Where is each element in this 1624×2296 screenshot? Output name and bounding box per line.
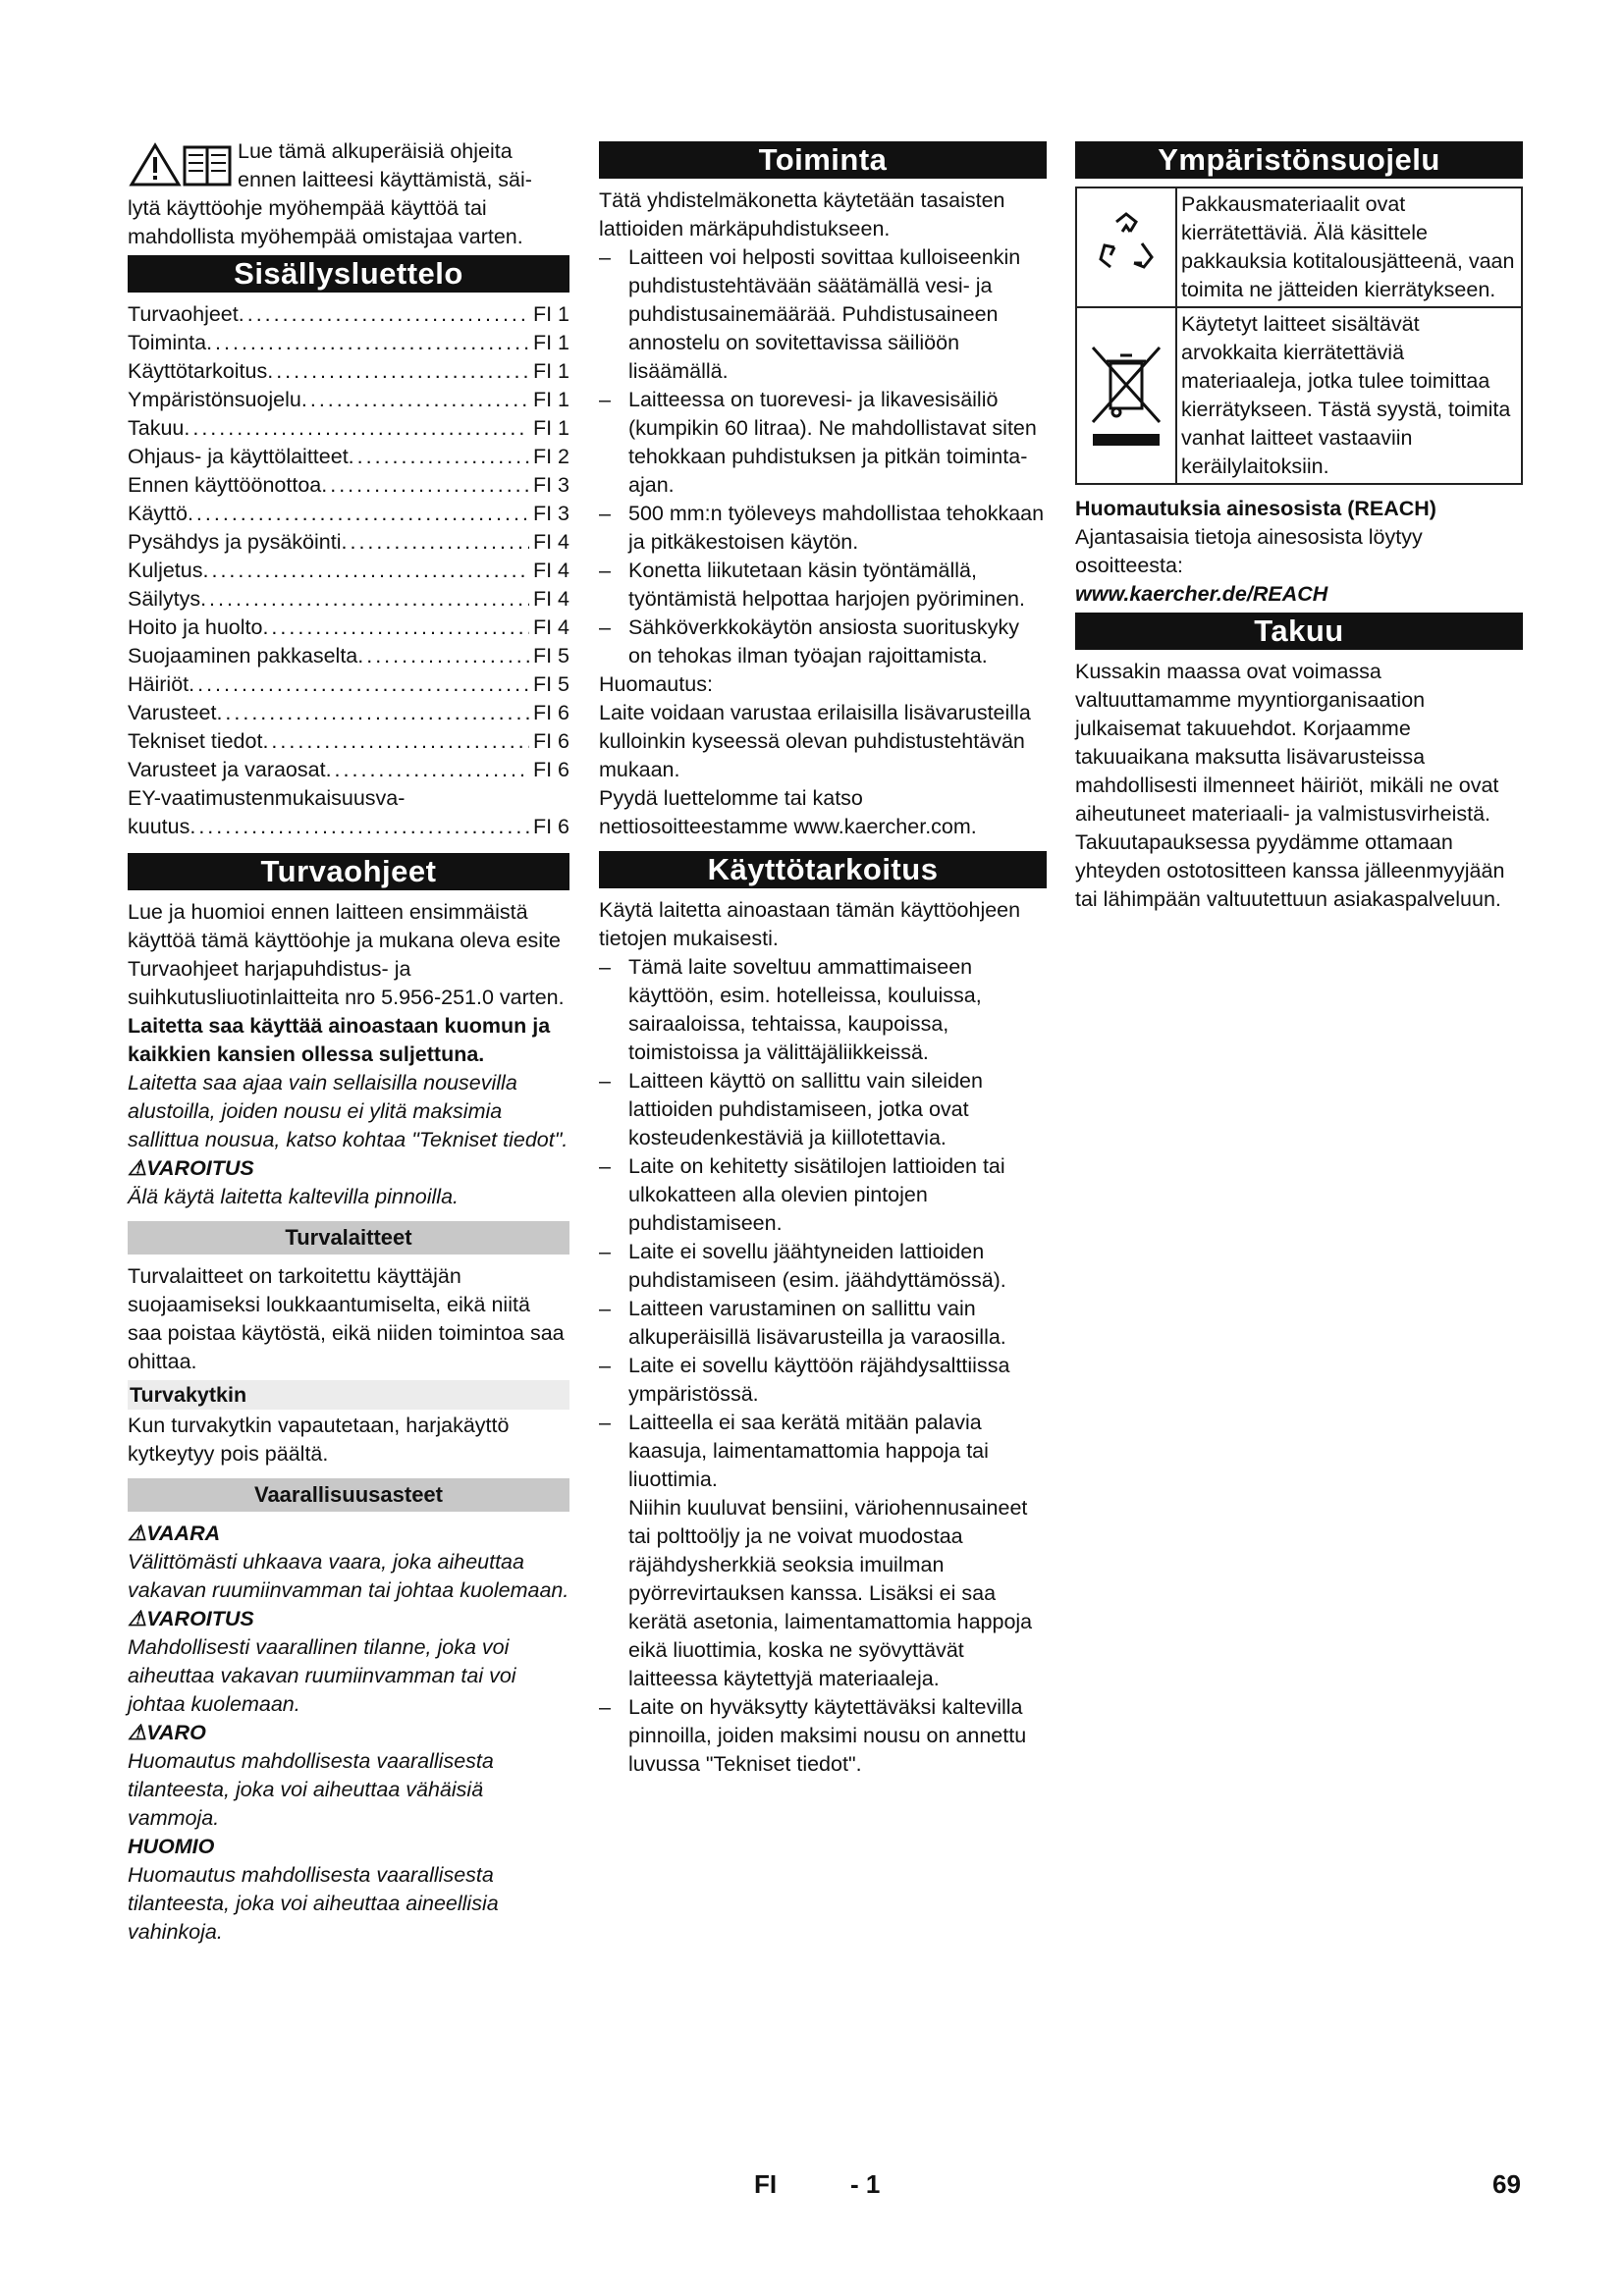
list-item: – Laite on kehitetty sisätilojen lattioiden tai ulkokatteen alla olevien pintojen puhdistamiseen. (599, 1152, 1047, 1238)
purpose-intro: Käytä laitetta ainoastaan tämän käyttöohjeen tietojen mukaisesti. (599, 898, 1021, 950)
toc-label: Ohjaus- ja käyttölaitteet (128, 445, 349, 468)
environment-packaging-text: Pakkausmateriaalit ovat kierrätettäviä. Älä käsittele pakkauksia kotitalousjätteenä, vaan toimita ne jätteiden kierrätykseen. (1181, 192, 1515, 301)
column-middle (599, 137, 1047, 1779)
toc-page: FI 5 (532, 672, 569, 696)
toc-label: Ennen käyttöönottoa (128, 473, 322, 497)
environment-row-weee (1077, 308, 1521, 483)
toc-row[interactable] (128, 699, 569, 727)
toc-label: Tekniset tiedot (128, 729, 263, 753)
toc-page: FI 2 (532, 445, 569, 468)
caution-label: ⚠VARO (128, 1721, 206, 1744)
toc-row[interactable] (128, 670, 569, 699)
list-item: – Laitteessa on tuorevesi- ja likavesisäiliö (kumpikin 60 litraa). Ne mahdollistavat siten tehokkaan puhdistuksen ja pitkän toiminta-ajan. (599, 386, 1047, 500)
list-item: – Laitteen varustaminen on sallittu vain alkuperäisillä lisävarusteilla ja varaosilla. (599, 1295, 1047, 1352)
intro-line1: Lue tämä alkuperäisiä ohjeita (238, 139, 513, 163)
safety-devices-text: Turvalaitteet on tarkoitettu käyttäjän suojaamiseksi loukkaantumiselta, eikä niitä saa poistaa käytöstä, eikä niiden toimintoa saa ohittaa. (128, 1264, 565, 1373)
toc-last-line1: EY-vaatimustenmukaisuusva- (128, 786, 406, 810)
warning-level-label: ⚠VAROITUS (128, 1607, 254, 1630)
footer-page-number: 69 (1492, 2169, 1521, 2199)
crossed-bin-icon (1087, 342, 1165, 450)
toc-row[interactable] (128, 471, 569, 500)
toc-heading: Sisällysluettelo (128, 255, 569, 293)
toc-page: FI 6 (532, 729, 569, 753)
footer-subpage: - 1 (850, 2169, 881, 2199)
list-item: – 500 mm:n työleveys mahdollistaa tehokkaan ja pitkäkestoisen käytön. (599, 500, 1047, 557)
toc-label: Käyttötarkoitus (128, 359, 268, 383)
function-contact: Pyydä luettelomme tai katso nettiosoitteestamme www.kaercher.com. (599, 786, 977, 838)
warranty-text: Kussakin maassa ovat voimassa valtuuttamamme myyntiorganisaation julkaisemat takuuehdot. Korjaamme takuuaikana maksutta lisävarusteissa mahdollisesti ilmenneet häiriöt, mikäli ne ovat aiheutuneet materiaali- ja valmistusvirheistä. Takuutapauksessa pyydämme ottamaan yhteyden ostotositteen kanssa jälleenmyyjään tai lähimpään valtuutettuun asiakaspalveluun. (1075, 660, 1505, 911)
safety-switch-heading: Turvakytkin (128, 1380, 569, 1410)
intro (128, 137, 569, 251)
warning-book-icon (128, 139, 236, 188)
safety-switch-text: Kun turvakytkin vapautetaan, harjakäyttö kytkeytyy pois päältä. (128, 1414, 510, 1466)
toc-page: FI 3 (532, 502, 569, 525)
toc-label: Kuljetus (128, 559, 203, 582)
toc-label: Häiriöt (128, 672, 189, 696)
environment-row-packaging (1077, 188, 1521, 308)
toc-row[interactable] (128, 414, 569, 443)
toc-page: FI 1 (532, 416, 569, 440)
safety-heading: Turvaohjeet (128, 853, 569, 890)
list-item: – Tämä laite soveltuu ammattimaiseen käyttöön, esim. hotelleissa, kouluissa, sairaaloissa, tehtaissa, kaupoissa, toimistoissa ja välittäjäliikkeissä. (599, 953, 1047, 1067)
warning-level-text: Mahdollisesti vaarallinen tilanne, joka voi aiheuttaa vakavan ruumiinvamman tai voi johtaa kuolemaan. (128, 1635, 516, 1716)
function-note-text: Laite voidaan varustaa erilaisilla lisävarusteilla kulloinkin kyseessä olevan puhdistustehtävän mukaan. (599, 701, 1031, 781)
toc-page: FI 1 (532, 388, 569, 411)
toc-label: kuutus (128, 815, 190, 838)
function-intro: Tätä yhdistelmäkonetta käytetään tasaisten lattioiden märkäpuhdistukseen. (599, 188, 1005, 240)
toc-label: Pysähdys ja pysäköinti (128, 530, 342, 554)
purpose-list-last (599, 1693, 1047, 1779)
toc-label: Hoito ja huolto (128, 615, 263, 639)
toc-row[interactable] (128, 500, 569, 528)
toc-page: FI 1 (532, 331, 569, 354)
list-item: – Laite ei sovellu jäähtyneiden lattioiden puhdistamiseen (esim. jäähdyttämössä). (599, 1238, 1047, 1295)
environment-heading: Ympäristönsuojelu (1075, 141, 1523, 179)
toc-page: FI 3 (532, 473, 569, 497)
toc-row[interactable] (128, 585, 569, 614)
toc-row[interactable] (128, 727, 569, 756)
toc-row[interactable] (128, 528, 569, 557)
toc-label: Säilytys (128, 587, 201, 611)
list-item: – Laitteen käyttö on sallittu vain sileiden lattioiden puhdistamiseen, jotka ovat kosteudenkestäviä ja kiillotettavia. (599, 1067, 1047, 1152)
caution-text: Huomautus mahdollisesta vaarallisesta tilanteesta, joka voi aiheuttaa vähäisiä vammoja. (128, 1749, 494, 1830)
safety-bold-note: Laitetta saa käyttää ainoastaan kuomun ja kaikkien kansien ollessa suljettuna. (128, 1014, 551, 1066)
recycle-icon (1087, 208, 1165, 287)
function-list (599, 243, 1047, 670)
toc-row[interactable] (128, 329, 569, 357)
warranty-heading: Takuu (1075, 613, 1523, 650)
toc-page: FI 6 (532, 815, 569, 838)
table-of-contents (128, 300, 569, 784)
warning-text: Älä käytä laitetta kaltevilla pinnoilla. (128, 1185, 460, 1208)
reach-link[interactable]: www.kaercher.de/REACH (1075, 582, 1328, 606)
toc-label: Toiminta (128, 331, 207, 354)
toc-page: FI 1 (532, 302, 569, 326)
toc-page: FI 4 (532, 559, 569, 582)
footer-language: FI (754, 2169, 778, 2199)
danger-text: Välittömästi uhkaava vaara, joka aiheuttaa vakavan ruumiinvamman tai johtaa kuolemaan. (128, 1550, 569, 1602)
intro-rest: lytä käyttöohje myöhempää käyttöä tai mahdollista myöhempää omistajaa varten. (128, 196, 523, 248)
reach-heading: Huomautuksia ainesosista (REACH) (1075, 497, 1436, 520)
list-item: – Sähköverkkokäytön ansiosta suorituskyky on tehokas ilman työajan rajoittamista. (599, 614, 1047, 670)
toc-label: Suojaaminen pakkaselta (128, 644, 358, 667)
toc-label: Turvaohjeet (128, 302, 239, 326)
column-right (1075, 137, 1523, 914)
toc-row[interactable] (128, 642, 569, 670)
toc-row[interactable] (128, 813, 569, 841)
toc-label: Varusteet ja varaosat (128, 758, 326, 781)
hazard-levels-heading: Vaarallisuusasteet (128, 1478, 569, 1512)
toc-label: Ympäristönsuojelu (128, 388, 301, 411)
safety-devices-heading: Turvalaitteet (128, 1221, 569, 1255)
intro-line2: ennen laitteesi käyttämistä, säi- (238, 168, 532, 191)
toc-page: FI 4 (532, 530, 569, 554)
toc-page: FI 1 (532, 359, 569, 383)
list-item: – Konetta liikutetaan käsin työntämällä, työntämistä helpottaa harjojen pyöriminen. (599, 557, 1047, 614)
toc-label: Takuu (128, 416, 185, 440)
toc-page: FI 6 (532, 758, 569, 781)
safety-slope-note: Laitetta saa ajaa vain sellaisilla nousevilla alustoilla, joiden nousu ei ylitä maksimia sallittua nousua, katso kohtaa "Tekniset tiedot". (128, 1071, 568, 1151)
toc-row[interactable] (128, 300, 569, 329)
purpose-heading: Käyttötarkoitus (599, 851, 1047, 888)
warning-label: ⚠VAROITUS (128, 1156, 254, 1180)
toc-row[interactable] (128, 386, 569, 414)
toc-row[interactable] (128, 557, 569, 585)
note-text: Huomautus mahdollisesta vaarallisesta tilanteesta, joka voi aiheuttaa aineellisia vahinkoja. (128, 1863, 499, 1944)
list-item: – Laitteen voi helposti sovittaa kulloiseenkin puhdistustehtävään säätämällä vesi- ja puhdistusainemäärää. Puhdistusaineen annostelu on sovitettavissa säiliöön lisäämällä. (599, 243, 1047, 386)
environment-weee-text: Käytetyt laitteet sisältävät arvokkaita kierrätettäviä materiaaleja, jotka tulee toimittaa kierrätykseen. Tästä syystä, toimita vanhat laitteet vastaaviin keräilylaitoksiin. (1181, 312, 1511, 478)
toc-row[interactable] (128, 614, 569, 642)
toc-row[interactable] (128, 357, 569, 386)
purpose-list (599, 953, 1047, 1494)
function-note-label: Huomautus: (599, 672, 713, 696)
list-item: – Laitteella ei saa kerätä mitään palavia kaasuja, laimentamattomia happoja tai liuottimia. (599, 1409, 1047, 1494)
toc-last-entry (128, 784, 569, 841)
toc-row[interactable] (128, 756, 569, 784)
toc-page: FI 6 (532, 701, 569, 724)
safety-intro: Lue ja huomioi ennen laitteen ensimmäistä käyttöä tämä käyttöohje ja mukana oleva esite Turvaohjeet harjapuhdistus- ja suihkutusliuotinlaitteita nro 5.956-251.0 varten. (128, 900, 565, 1009)
toc-page: FI 4 (532, 587, 569, 611)
purpose-extra: Niihin kuuluvat bensiini, väriohennusaineet tai polttoöljy ja ne voivat muodostaa räjähdysherkkiä seoksia imuilman pyörrevirtauksen kanssa. Lisäksi ei saa kerätä asetonia, laimentamattomia happoja eikä liuottimia, koska ne syövyttävät laitteessa käytettyjä materiaaleja. (628, 1496, 1033, 1690)
note-label: HUOMIO (128, 1835, 215, 1858)
danger-label: ⚠VAARA (128, 1522, 221, 1545)
toc-row[interactable] (128, 443, 569, 471)
list-item: – Laite ei sovellu käyttöön räjähdysalttiissa ympäristössä. (599, 1352, 1047, 1409)
toc-page: FI 4 (532, 615, 569, 639)
toc-label: Varusteet (128, 701, 217, 724)
toc-page: FI 5 (532, 644, 569, 667)
toc-label: Käyttö (128, 502, 188, 525)
reach-text: Ajantasaisia tietoja ainesosista löytyy osoitteesta: (1075, 525, 1423, 577)
column-left (128, 137, 569, 1947)
environment-table (1075, 187, 1523, 485)
function-heading: Toiminta (599, 141, 1047, 179)
list-item: – Laite on hyväksytty käytettäväksi kaltevilla pinnoilla, joiden maksimi nousu on annettu luvussa "Tekniset tiedot". (599, 1693, 1047, 1779)
